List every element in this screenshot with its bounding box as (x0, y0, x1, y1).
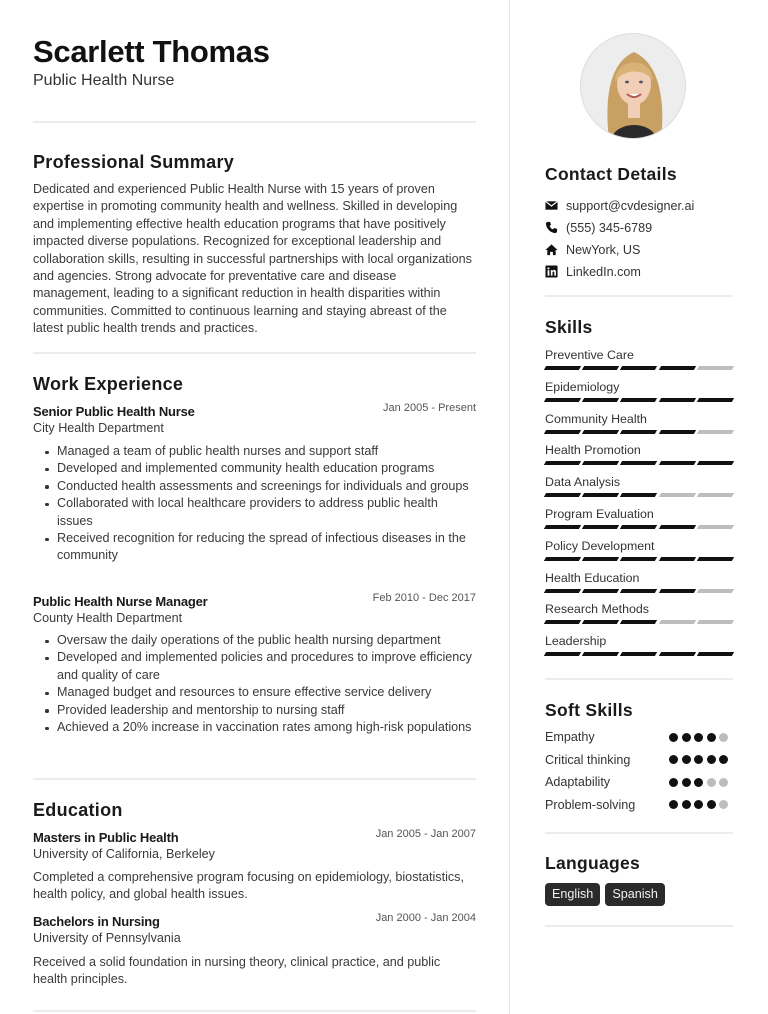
skill-name: Research Methods (545, 602, 649, 617)
rating-dot-icon (719, 755, 728, 764)
envelope-icon (545, 199, 558, 212)
bullet-item: Oversaw the daily operations of the public health nursing department (33, 632, 476, 649)
skill-item (545, 570, 733, 600)
rating-dot-icon (682, 733, 691, 742)
skill-level-segment (697, 525, 735, 529)
bullet-item: Developed and implemented policies and procedures to improve efficiency and quality of care (33, 649, 476, 684)
contact-location-text: NewYork, US (566, 243, 641, 257)
candidate-title: Public Health Nurse (33, 72, 175, 89)
skill-name: Epidemiology (545, 379, 620, 394)
summary-heading: Professional Summary (33, 152, 235, 172)
school-name: University of Pennsylvania (33, 931, 181, 945)
skill-level-segment (620, 525, 658, 529)
skill-level-segment (697, 398, 735, 402)
contact-divider (545, 295, 733, 297)
skill-level-segment (658, 652, 696, 656)
skill-item (545, 379, 733, 409)
soft-skill-name: Adaptability (545, 775, 611, 789)
contact-email-text: support@cvdesigner.ai (566, 199, 695, 213)
skill-level-segment (582, 652, 620, 656)
contact-location (545, 241, 733, 259)
phone-icon (545, 221, 558, 234)
skill-level-segment (544, 652, 582, 656)
skill-level-segment (544, 493, 582, 497)
skill-name: Data Analysis (545, 475, 621, 490)
skill-level-segment (620, 398, 658, 402)
skill-level-segment (620, 557, 658, 561)
rating-dot-icon (669, 755, 678, 764)
rating-dot-icon (682, 755, 691, 764)
skill-level-segment (697, 557, 735, 561)
bullet-item: Collaborated with local healthcare providers to address public health issues (33, 495, 476, 530)
skill-level-segment (620, 589, 658, 593)
skill-level-bar (545, 398, 733, 403)
education-heading: Education (33, 800, 123, 820)
skill-level-segment (697, 493, 735, 497)
skill-level-segment (582, 366, 620, 370)
rating-dot-icon (682, 778, 691, 787)
skill-level-bar (545, 620, 733, 625)
experience-heading: Work Experience (33, 374, 184, 394)
skill-item (545, 538, 733, 568)
school-name: University of California, Berkeley (33, 847, 215, 861)
rating-dot-icon (669, 733, 678, 742)
skill-level-segment (620, 652, 658, 656)
languages-heading: Languages (545, 853, 641, 873)
job-role: Public Health Nurse Manager (33, 594, 208, 609)
candidate-name: Scarlett Thomas (33, 34, 270, 69)
soft-skills-heading: Soft Skills (545, 700, 633, 720)
rating-dot-icon (707, 733, 716, 742)
skill-level-segment (544, 461, 582, 465)
skill-name: Health Promotion (545, 443, 641, 458)
skill-level-segment (620, 366, 658, 370)
skill-item (545, 411, 733, 441)
skill-level-segment (582, 461, 620, 465)
soft-skill-name: Critical thinking (545, 752, 631, 767)
degree-description: Received a solid foundation in nursing theory, clinical practice, and public health principles. (33, 955, 441, 987)
job-bullets (33, 443, 476, 565)
education-divider (33, 1010, 476, 1012)
bullet-item: Developed and implemented community health education programs (33, 460, 476, 477)
skill-level-bar (545, 493, 733, 498)
skill-level-segment (544, 620, 582, 624)
soft-skill-rating (669, 755, 728, 764)
soft-skill-item (545, 728, 733, 746)
skill-item (545, 347, 733, 377)
rating-dot-icon (694, 800, 703, 809)
soft-skill-name: Empathy (545, 730, 595, 744)
skill-level-segment (658, 557, 696, 561)
degree-name: Masters in Public Health (33, 830, 179, 845)
bullet-item: Conducted health assessments and screenings for individuals and groups (33, 478, 476, 495)
soft-skill-rating (669, 778, 728, 787)
bullet-item: Managed a team of public health nurses and support staff (33, 443, 476, 460)
job-bullets (33, 632, 476, 736)
languages-list (545, 883, 665, 906)
skill-level-segment (658, 525, 696, 529)
skill-level-segment (658, 589, 696, 593)
skill-level-segment (697, 461, 735, 465)
skill-level-segment (582, 430, 620, 434)
contact-phone[interactable] (545, 219, 733, 237)
skill-level-segment (697, 589, 735, 593)
bullet-item: Managed budget and resources to ensure effective service delivery (33, 684, 476, 701)
skill-level-segment (544, 398, 582, 402)
skill-name: Leadership (545, 634, 607, 649)
contact-phone-text: (555) 345-6789 (566, 221, 653, 235)
rating-dot-icon (719, 800, 728, 809)
skill-level-bar (545, 525, 733, 530)
skill-item (545, 506, 733, 536)
rating-dot-icon (669, 778, 678, 787)
skill-level-segment (544, 589, 582, 593)
header-divider (33, 121, 476, 123)
degree-dates: Jan 2005 - Jan 2007 (375, 828, 476, 840)
skill-level-segment (582, 557, 620, 561)
skills-divider (545, 678, 733, 680)
skill-level-segment (620, 461, 658, 465)
soft-skill-item (545, 751, 733, 769)
skill-level-segment (658, 461, 696, 465)
skill-level-bar (545, 430, 733, 435)
linkedin-icon (545, 265, 558, 278)
language-chip: Spanish (605, 883, 665, 906)
skill-name: Program Evaluation (545, 507, 654, 521)
contact-linkedin-text: LinkedIn.com (566, 265, 641, 279)
soft-skill-item (545, 773, 733, 791)
contact-linkedin[interactable] (545, 263, 733, 281)
skill-name: Community Health (545, 411, 647, 426)
job-org: City Health Department (33, 421, 164, 435)
skill-level-segment (697, 366, 735, 370)
skill-level-segment (582, 525, 620, 529)
degree-description: Completed a comprehensive program focusing on epidemiology, biostatistics, health policy, and global health issues. (33, 870, 464, 902)
degree-dates: Jan 2000 - Jan 2004 (375, 912, 476, 924)
soft-skill-name: Problem-solving (545, 797, 636, 812)
skill-name: Health Education (545, 570, 640, 585)
job-role: Senior Public Health Nurse (33, 404, 195, 419)
rating-dot-icon (707, 755, 716, 764)
rating-dot-icon (719, 733, 728, 742)
job-dates: Jan 2005 - Present (383, 402, 476, 414)
skill-name: Preventive Care (545, 348, 634, 362)
skills-heading: Skills (545, 317, 593, 337)
language-chip: English (545, 883, 600, 906)
contact-email[interactable] (545, 197, 733, 215)
soft-skills-divider (545, 832, 733, 834)
skill-level-segment (620, 493, 658, 497)
rating-dot-icon (719, 778, 728, 787)
skill-level-segment (544, 525, 582, 529)
skill-level-segment (697, 652, 735, 656)
skill-item (545, 633, 733, 663)
soft-skill-rating (669, 733, 728, 742)
skill-level-segment (658, 366, 696, 370)
home-icon (545, 243, 558, 256)
bullet-item: Provided leadership and mentorship to nursing staff (33, 702, 476, 719)
skill-level-segment (582, 589, 620, 593)
skill-level-bar (545, 557, 733, 562)
skill-level-segment (658, 620, 696, 624)
job-org: County Health Department (33, 611, 183, 625)
soft-skill-rating (669, 800, 728, 809)
skill-level-segment (658, 493, 696, 497)
rating-dot-icon (694, 778, 703, 787)
skill-level-segment (582, 398, 620, 402)
skill-item (545, 474, 733, 504)
avatar (580, 33, 686, 139)
rating-dot-icon (694, 755, 703, 764)
rating-dot-icon (669, 800, 678, 809)
experience-divider (33, 778, 476, 780)
degree-name: Bachelors in Nursing (33, 914, 160, 929)
summary-text: Dedicated and experienced Public Health Nurse with 15 years of proven expertise in promoting community health and wellness. Skilled in developing and implementing effective health education programs that have positively impacted diverse populations. Recognized for exceptional leadership and collaboration skills, resulting in successful partnerships with local organizations and agencies. Strong advocate for preventative care and disease management, leading to a significant reduction in health disparities within communities. Committed to continuous learning and staying abreast of the latest public health trends and practices. (33, 182, 472, 336)
bullet-item: Received recognition for reducing the spread of infectious diseases in the community (33, 530, 476, 565)
skill-level-segment (582, 620, 620, 624)
skill-level-bar (545, 589, 733, 594)
skill-level-segment (697, 620, 735, 624)
skill-level-segment (582, 493, 620, 497)
skill-level-segment (620, 620, 658, 624)
column-separator (509, 0, 510, 1014)
bullet-item: Achieved a 20% increase in vaccination rates among high-risk populations (33, 719, 476, 736)
skill-level-bar (545, 366, 733, 371)
rating-dot-icon (694, 733, 703, 742)
skill-level-segment (620, 430, 658, 434)
skill-name: Policy Development (545, 538, 655, 553)
skill-level-segment (658, 398, 696, 402)
job-dates: Feb 2010 - Dec 2017 (372, 592, 476, 604)
skill-item (545, 442, 733, 472)
summary-divider (33, 352, 476, 354)
rating-dot-icon (682, 800, 691, 809)
languages-divider (545, 925, 733, 927)
skill-level-segment (544, 366, 582, 370)
skill-level-bar (545, 461, 733, 466)
skill-level-segment (544, 557, 582, 561)
contact-heading: Contact Details (545, 164, 677, 184)
skill-level-segment (658, 430, 696, 434)
skill-item (545, 601, 733, 631)
rating-dot-icon (707, 778, 716, 787)
profile-photo-icon (581, 34, 686, 139)
skill-level-segment (697, 430, 735, 434)
skill-level-bar (545, 652, 733, 657)
skill-level-segment (544, 430, 582, 434)
rating-dot-icon (707, 800, 716, 809)
soft-skill-item (545, 796, 733, 814)
